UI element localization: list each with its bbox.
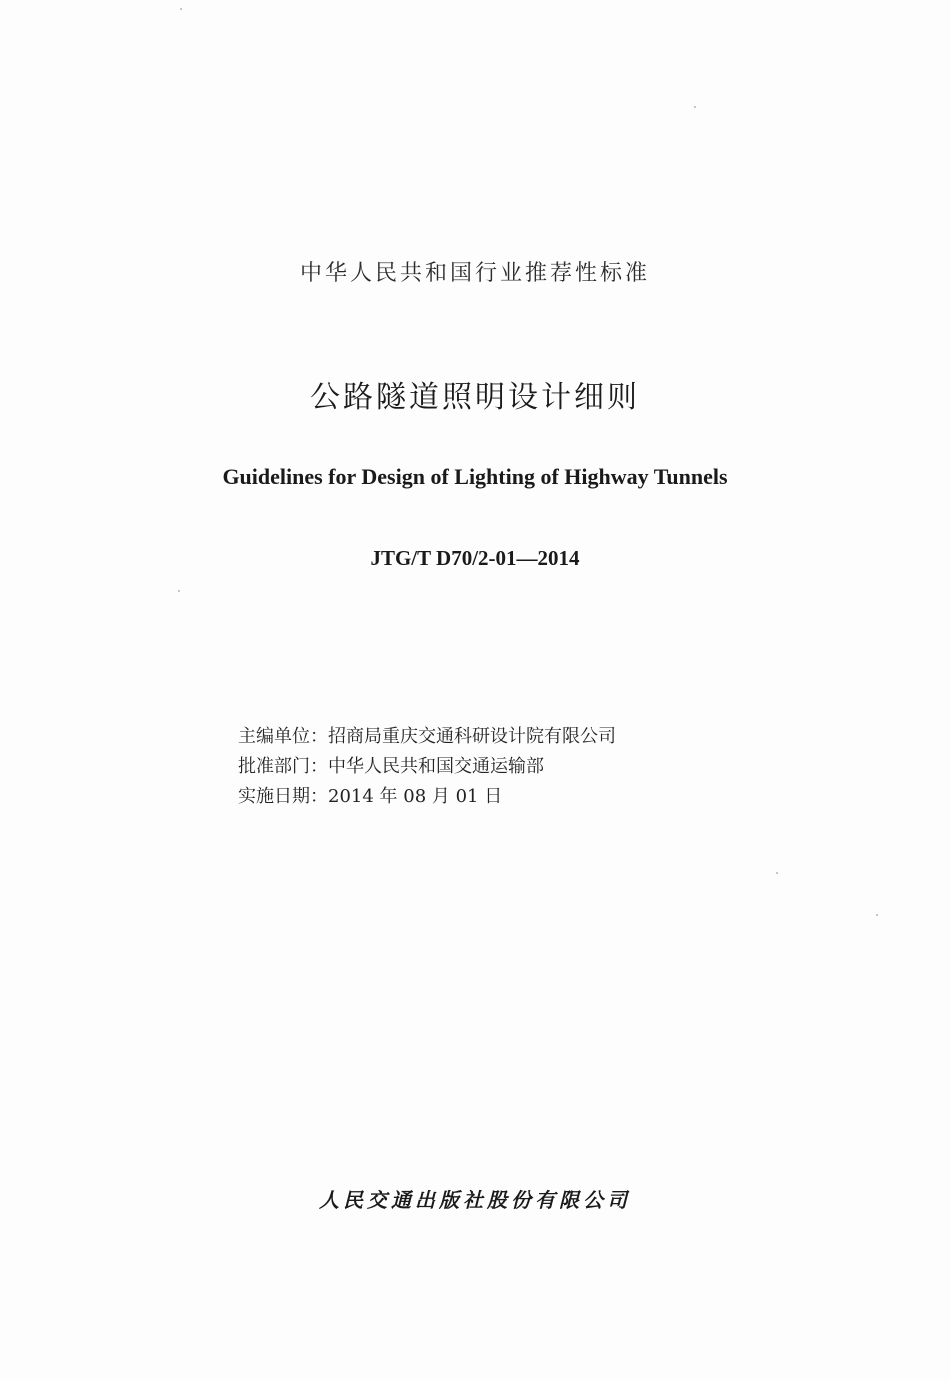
document-title-chinese: 公路隧道照明设计细则 <box>310 380 640 415</box>
meta-effective-date-row <box>238 782 616 812</box>
scan-speck <box>694 106 696 108</box>
meta-effective-date-label: 实施日期： <box>238 786 328 807</box>
document-title-english: Guidelines for Design of Lighting of Highway Tunnels <box>222 464 728 489</box>
scan-speck <box>776 872 778 874</box>
meta-approver-label: 批准部门： <box>238 756 328 777</box>
meta-approver-value: 中华人民共和国交通运输部 <box>328 756 544 777</box>
meta-editor-label: 主编单位： <box>238 726 328 747</box>
scan-speck <box>180 8 182 10</box>
publisher-name: 人民交通出版社股份有限公司 <box>319 1188 631 1212</box>
document-meta <box>238 722 616 812</box>
scan-speck <box>178 590 180 592</box>
meta-effective-date-value: 2014 年 08 月 01 日 <box>328 786 503 807</box>
meta-approver-row <box>238 752 616 782</box>
standard-code: JTG/T D70/2-01—2014 <box>370 546 580 570</box>
meta-editor-row <box>238 722 616 752</box>
scan-speck <box>876 914 878 916</box>
meta-editor-value: 招商局重庆交通科研设计院有限公司 <box>328 726 616 747</box>
standard-category: 中华人民共和国行业推荐性标准 <box>299 261 650 286</box>
